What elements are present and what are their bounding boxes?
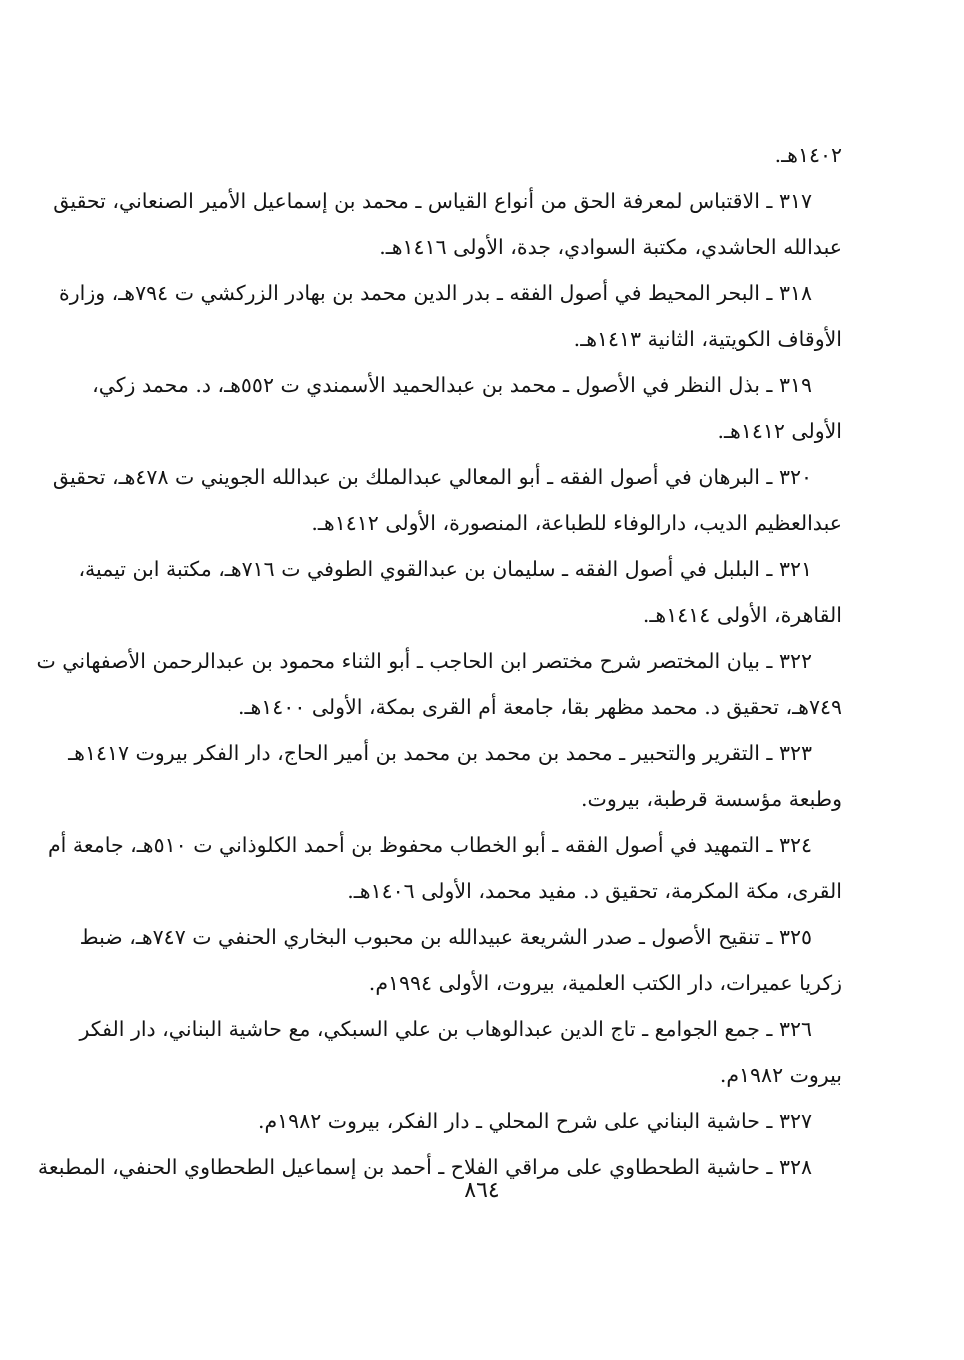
bibliography-entry-318 — [59, 270, 842, 362]
entry-line: ٣٢٤ ـ التمهيد في أصول الفقه ـ أبو الخطاب محفوظ بن أحمد الكلوذاني ت ٥١٠هـ، جامعة أم — [47, 833, 812, 857]
entry-line: وطبعة مؤسسة قرطبة، بيروت. — [581, 787, 842, 811]
entry-line: القاهرة، الأولى ١٤١٤هـ. — [642, 603, 842, 627]
bibliography-entry-325 — [79, 914, 842, 1006]
bibliography-entry-324 — [47, 822, 842, 914]
entry-line: ٣٢٧ ـ حاشية البناني على شرح المحلي ـ دار الفكر، بيروت ١٩٨٢م. — [257, 1109, 812, 1133]
bibliography-entry-322 — [36, 638, 842, 730]
entry-line: ٣٢٥ ـ تنقيح الأصول ـ صدر الشريعة عبيدالله بن محبوب البخاري الحنفي ت ٧٤٧هـ، ضبط — [79, 925, 812, 949]
bibliography-entry-319 — [92, 362, 842, 454]
entry-line: عبدالله الحاشدي، مكتبة السوادي، جدة، الأولى ١٤١٦هـ. — [379, 235, 842, 259]
entry-line: الأولى ١٤١٢هـ. — [717, 419, 842, 443]
bibliography-entry-326 — [79, 1006, 842, 1098]
entry-line: عبدالعظيم الديب، دارالوفاء للطباعة، المنصورة، الأولى ١٤١٢هـ. — [311, 511, 842, 535]
page-number: ٨٦٤ — [464, 1178, 500, 1203]
entry-line: ٣٢٢ ـ بيان المختصر شرح مختصر ابن الحاجب ـ أبو الثناء محمود بن عبدالرحمن الأصفهاني ت — [36, 649, 812, 673]
bibliography-entry-320 — [52, 454, 842, 546]
entry-line: ٧٤٩هـ، تحقيق د. محمد مظهر بقا، جامعة أم القرى بمكة، الأولى ١٤٠٠هـ. — [237, 695, 842, 719]
entry-line: القرى، مكة المكرمة، تحقيق د. مفيد محمد، الأولى ١٤٠٦هـ. — [347, 879, 842, 903]
bibliography-entry-327 — [122, 1098, 842, 1144]
entry-line: ٣٢٣ ـ التقرير والتحبير ـ محمد بن محمد بن محمد بن أمير الحاج، دار الفكر بيروت ١٤١٧هـ — [68, 741, 812, 765]
entry-line: ٣٢٨ ـ حاشية الطحطاوي على مراقي الفلاح ـ أحمد بن إسماعيل الطحطاوي الحنفي، المطبعة — [37, 1155, 812, 1179]
entry-line: ٣١٩ ـ بذل النظر في الأصول ـ محمد بن عبدالحميد الأسمندي ت ٥٥٢هـ، د. محمد زكي، — [92, 373, 812, 397]
entry-line: ٣٢١ ـ البلبل في أصول الفقه ـ سليمان بن عبدالقوي الطوفي ت ٧١٦هـ، مكتبة ابن تيمية، — [78, 557, 812, 581]
bibliography-entry-317 — [53, 178, 842, 270]
entry-line: ٣١٧ ـ الاقتباس لمعرفة الحق من أنواع القياس ـ محمد بن إسماعيل الأمير الصنعاني، تحقيق — [53, 189, 812, 213]
bibliography-entry-323 — [68, 730, 842, 822]
entry-line: بيروت ١٩٨٢م. — [719, 1063, 842, 1087]
entry-line: الأوقاف الكويتية، الثانية ١٤١٣هـ. — [573, 327, 842, 351]
entry-line: ٣١٨ ـ البحر المحيط في أصول الفقه ـ بدر الدين محمد بن بهادر الزركشي ت ٧٩٤هـ، وزارة — [59, 281, 812, 305]
entry-line: ٣٢٠ ـ البرهان في أصول الفقه ـ أبو المعالي عبدالملك بن عبدالله الجويني ت ٤٧٨هـ، تحقيق — [52, 465, 812, 489]
continuation-line: ١٤٠٢هـ. — [774, 143, 842, 167]
bibliography-list — [36, 132, 842, 1190]
bibliography-entry-321 — [78, 546, 842, 638]
entry-line: ٣٢٦ ـ جمع الجوامع ـ تاج الدين عبدالوهاب بن علي السبكي، مع حاشية البناني، دار الفكر — [79, 1017, 812, 1041]
entry-line: زكريا عميرات، دار الكتب العلمية، بيروت، الأولى ١٩٩٤م. — [368, 971, 842, 995]
